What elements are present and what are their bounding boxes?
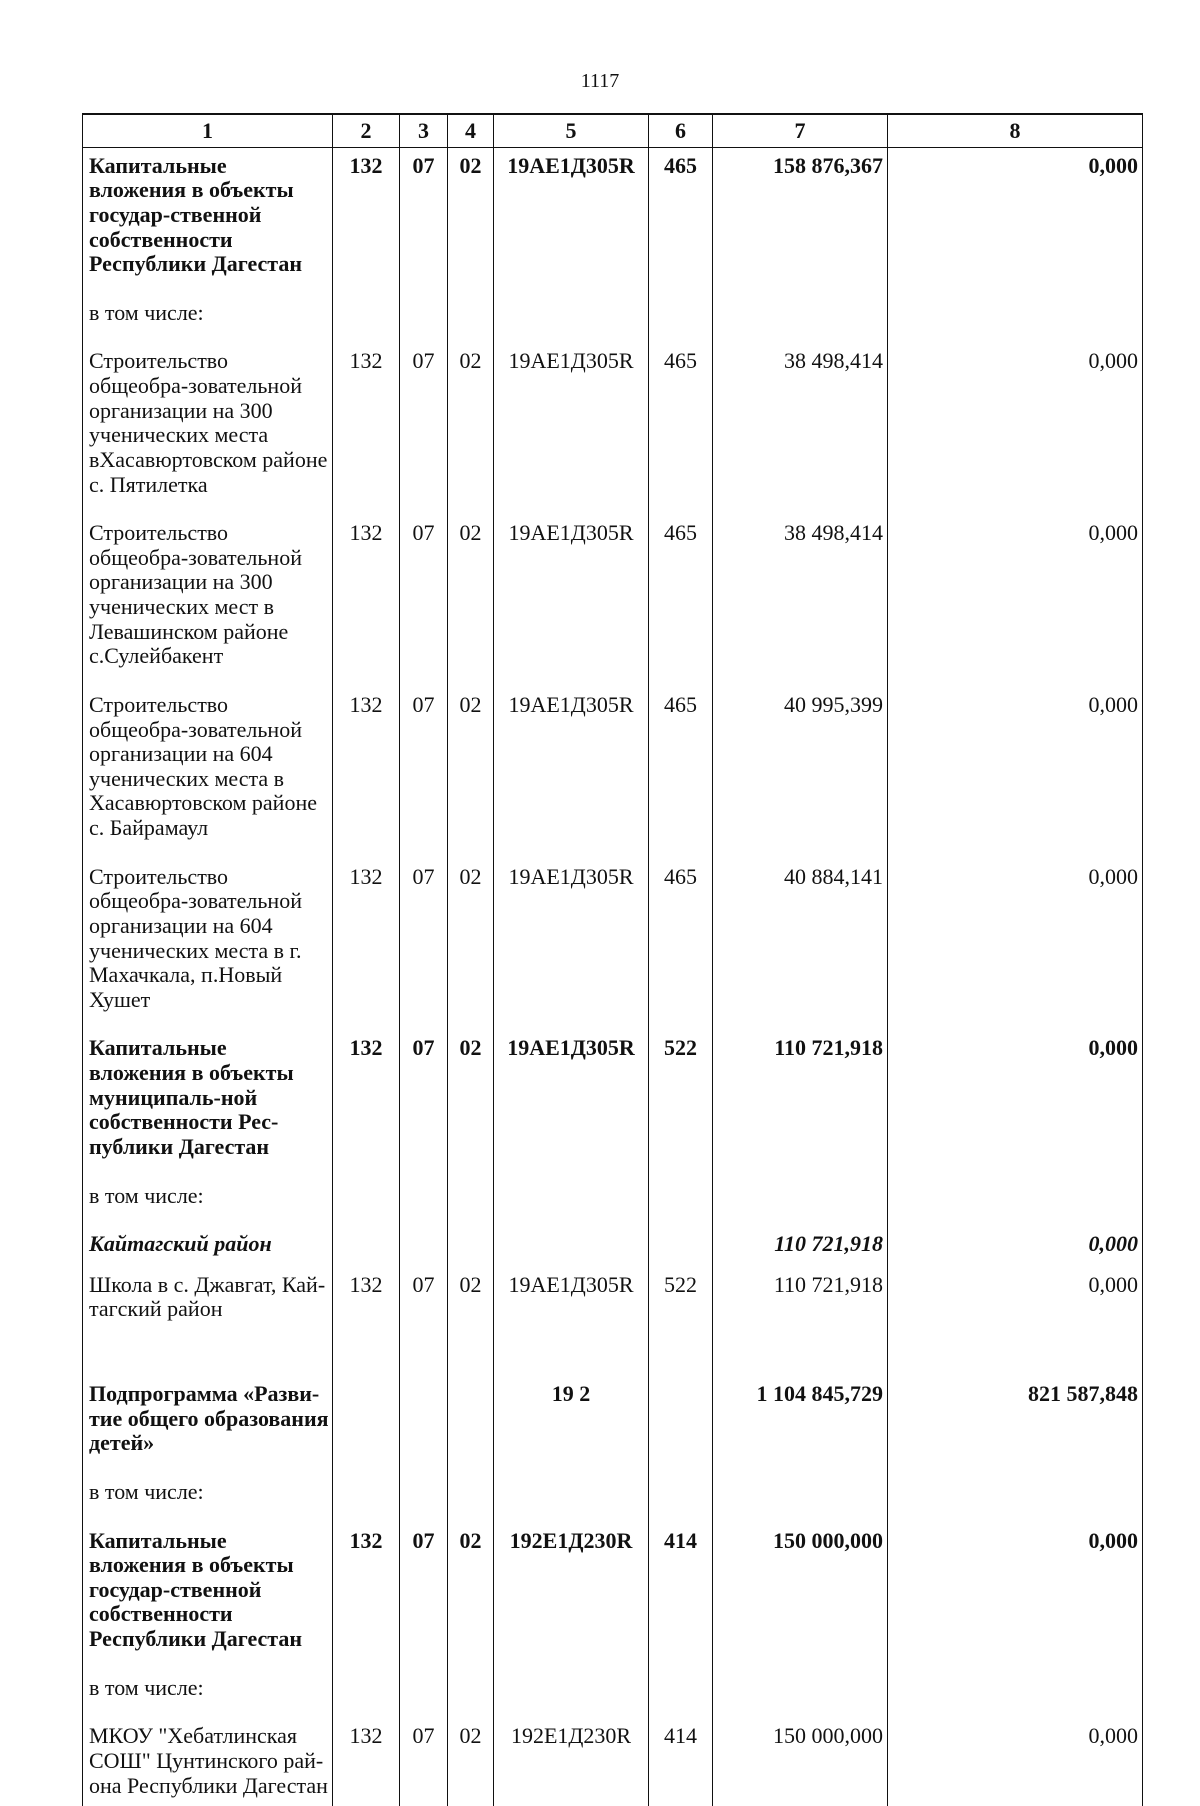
target-article-cell: 19АЕ1Д305R [494,843,649,1015]
section-cell: 07 [400,1014,448,1161]
table-row [83,671,1143,843]
subsection-cell: 02 [448,327,494,499]
expense-type-cell: 465 [649,499,713,671]
target-article-cell: 19АЕ1Д305R [494,1014,649,1161]
header-col-3: 3 [400,114,448,147]
table-row [83,147,1143,279]
description-cell: Капитальные вложения в объекты муниципаль-ной собственности Рес-публики Дагестан [83,1014,333,1161]
section-cell: 07 [400,1507,448,1654]
amount-next-cell: 0,000 [888,1259,1143,1324]
description-cell: Строительство общеобра-зовательной организации на 300 ученических мест в Левашинском районе с.Сулейбакент [83,499,333,671]
section-cell: 07 [400,499,448,671]
amount-cell [713,279,888,328]
target-article-cell: 192Е1Д230R [494,1507,649,1654]
description-cell: Кайтагский район [83,1210,333,1259]
expense-type-cell: 465 [649,671,713,843]
table-row [83,1259,1143,1324]
amount-next-cell [888,1458,1143,1507]
amount-cell: 110 721,918 [713,1259,888,1324]
ministry-code-cell: 132 [333,1702,400,1806]
amount-next-cell: 0,000 [888,1702,1143,1806]
expense-type-cell: 465 [649,843,713,1015]
target-article-cell: 19АЕ1Д305R [494,671,649,843]
expense-type-cell: 465 [649,327,713,499]
section-cell: 07 [400,671,448,843]
header-col-8: 8 [888,114,1143,147]
amount-next-cell: 0,000 [888,499,1143,671]
table-row [83,1702,1143,1806]
expense-type-cell [649,1210,713,1259]
subsection-cell [448,1210,494,1259]
table-row [83,499,1143,671]
ministry-code-cell [333,1324,400,1458]
subsection-cell: 02 [448,499,494,671]
table-row [83,327,1143,499]
target-article-cell [494,1162,649,1211]
expense-type-cell: 414 [649,1702,713,1806]
ministry-code-cell: 132 [333,671,400,843]
subsection-cell [448,1162,494,1211]
ministry-code-cell: 132 [333,1014,400,1161]
expense-type-cell [649,279,713,328]
amount-next-cell [888,1162,1143,1211]
subsection-cell: 02 [448,1507,494,1654]
expense-type-cell: 522 [649,1014,713,1161]
header-col-7: 7 [713,114,888,147]
description-cell: Строительство общеобра-зовательной организации на 604 ученических места в г. Махачкала, п.Новый Хушет [83,843,333,1015]
amount-cell: 110 721,918 [713,1210,888,1259]
ministry-code-cell: 132 [333,1259,400,1324]
description-cell: Капитальные вложения в объекты государ-ственной собственности Республики Дагестан [83,147,333,279]
section-cell: 07 [400,327,448,499]
table-row [83,1507,1143,1654]
subsection-cell: 02 [448,1014,494,1161]
section-cell [400,1654,448,1703]
amount-cell [713,1162,888,1211]
target-article-cell [494,1654,649,1703]
amount-cell: 38 498,414 [713,499,888,671]
ministry-code-cell: 132 [333,1507,400,1654]
header-col-1: 1 [83,114,333,147]
description-cell: Строительство общеобра-зовательной организации на 300 ученических места вХасавюртовском районе с. Пятилетка [83,327,333,499]
expense-type-cell: 414 [649,1507,713,1654]
table-row [83,1162,1143,1211]
amount-next-cell [888,1654,1143,1703]
description-cell: в том числе: [83,279,333,328]
subsection-cell: 02 [448,1259,494,1324]
page-number: 1117 [580,70,620,92]
table-header-row [83,114,1143,147]
expense-type-cell: 522 [649,1259,713,1324]
amount-cell: 40 995,399 [713,671,888,843]
amount-cell: 150 000,000 [713,1702,888,1806]
expense-type-cell [649,1458,713,1507]
description-cell: Капитальные вложения в объекты государ-ственной собственности Республики Дагестан [83,1507,333,1654]
amount-cell: 150 000,000 [713,1507,888,1654]
header-col-4: 4 [448,114,494,147]
target-article-cell [494,1210,649,1259]
description-cell: МКОУ "Хебатлинская СОШ" Цунтинского рай-она Республики Дагестан [83,1702,333,1806]
section-cell [400,1210,448,1259]
subsection-cell: 02 [448,147,494,279]
amount-cell: 158 876,367 [713,147,888,279]
section-cell: 07 [400,1259,448,1324]
ministry-code-cell: 132 [333,843,400,1015]
description-cell: Строительство общеобра-зовательной организации на 604 ученических места в Хасавюртовском районе с. Байрамаул [83,671,333,843]
amount-next-cell: 0,000 [888,147,1143,279]
section-cell [400,1458,448,1507]
header-col-6: 6 [649,114,713,147]
section-cell: 07 [400,843,448,1015]
description-cell: Школа в с. Джавгат, Кай-тагский район [83,1259,333,1324]
description-cell: в том числе: [83,1458,333,1507]
target-article-cell: 19АЕ1Д305R [494,499,649,671]
amount-next-cell: 0,000 [888,1507,1143,1654]
amount-cell: 38 498,414 [713,327,888,499]
table-row [83,1458,1143,1507]
subsection-cell [448,1654,494,1703]
ministry-code-cell: 132 [333,327,400,499]
target-article-cell: 19АЕ1Д305R [494,327,649,499]
table-row [83,279,1143,328]
amount-cell [713,1654,888,1703]
amount-next-cell: 0,000 [888,1014,1143,1161]
amount-cell [713,1458,888,1507]
target-article-cell: 19АЕ1Д305R [494,1259,649,1324]
amount-cell: 40 884,141 [713,843,888,1015]
ministry-code-cell [333,1162,400,1211]
subsection-cell: 02 [448,1702,494,1806]
subsection-cell [448,1458,494,1507]
amount-next-cell: 0,000 [888,1210,1143,1259]
amount-next-cell: 0,000 [888,671,1143,843]
expense-type-cell: 465 [649,147,713,279]
target-article-cell: 192Е1Д230R [494,1702,649,1806]
subsection-cell: 02 [448,671,494,843]
ministry-code-cell [333,1458,400,1507]
amount-next-cell [888,279,1143,328]
amount-next-cell: 0,000 [888,327,1143,499]
description-cell: в том числе: [83,1654,333,1703]
target-article-cell [494,279,649,328]
description-cell: Подпрограмма «Разви-тие общего образования детей» [83,1324,333,1458]
section-cell [400,1162,448,1211]
expense-type-cell [649,1654,713,1703]
table-body [83,147,1143,1806]
target-article-cell [494,1458,649,1507]
section-cell [400,279,448,328]
table-row [83,843,1143,1015]
section-cell [400,1324,448,1458]
ministry-code-cell [333,279,400,328]
subsection-cell [448,279,494,328]
ministry-code-cell: 132 [333,499,400,671]
section-cell: 07 [400,147,448,279]
table-row [83,1210,1143,1259]
ministry-code-cell [333,1210,400,1259]
header-col-5: 5 [494,114,649,147]
target-article-cell: 19 2 [494,1324,649,1458]
budget-table [82,113,1143,1806]
table-row [83,1014,1143,1161]
section-cell: 07 [400,1702,448,1806]
ministry-code-cell [333,1654,400,1703]
amount-cell: 1 104 845,729 [713,1324,888,1458]
expense-type-cell [649,1324,713,1458]
subsection-cell: 02 [448,843,494,1015]
amount-cell: 110 721,918 [713,1014,888,1161]
amount-next-cell: 0,000 [888,843,1143,1015]
amount-next-cell: 821 587,848 [888,1324,1143,1458]
target-article-cell: 19АЕ1Д305R [494,147,649,279]
header-col-2: 2 [333,114,400,147]
ministry-code-cell: 132 [333,147,400,279]
expense-type-cell [649,1162,713,1211]
table-row [83,1324,1143,1458]
subsection-cell [448,1324,494,1458]
table-row [83,1654,1143,1703]
description-cell: в том числе: [83,1162,333,1211]
